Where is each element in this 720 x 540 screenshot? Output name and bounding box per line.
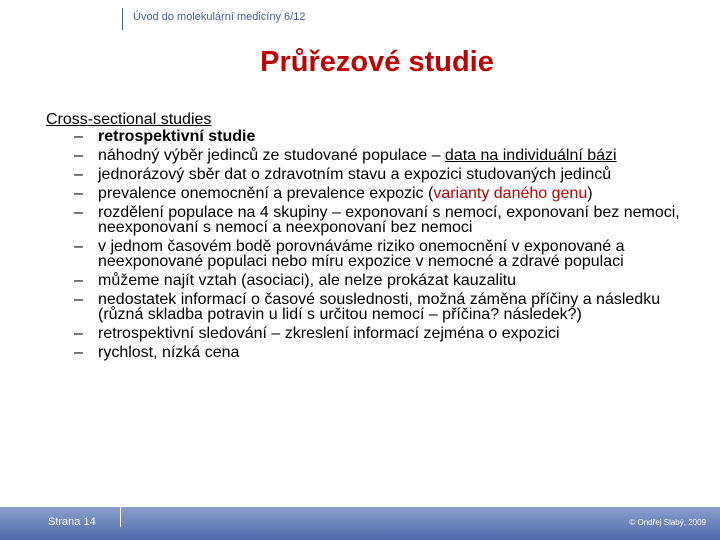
copyright-notice: © Ondřej Slabý, 2009 bbox=[629, 518, 706, 527]
dash-bullet: – bbox=[74, 291, 83, 308]
dash-bullet: – bbox=[74, 185, 83, 202]
item-text: jednorázový sběr dat o zdravotním stavu a expozici studovaných jedinců bbox=[98, 166, 612, 183]
item-text: můžeme najít vztah (asociaci), ale nelze prokázat kauzalitu bbox=[98, 272, 516, 289]
list-item bbox=[46, 129, 686, 144]
dash-bullet: – bbox=[74, 272, 83, 289]
dash-bullet: – bbox=[74, 147, 83, 164]
item-text: retrospektivní studie bbox=[98, 128, 256, 145]
list-item bbox=[46, 326, 686, 341]
dash-bullet: – bbox=[74, 204, 83, 221]
list-item bbox=[46, 345, 686, 360]
item-text: náhodný výběr jedinců ze studované populace – bbox=[98, 147, 445, 164]
list-item bbox=[46, 239, 686, 269]
footer-bar bbox=[0, 507, 720, 540]
item-text: nedostatek informací o časové souslednosti, možná záměna příčiny a následku (různá skladba potravin u lidí s určitou nemocí – příčina? následek?) bbox=[98, 291, 661, 323]
page-number: Strana 14 bbox=[48, 516, 96, 528]
dash-bullet: – bbox=[74, 325, 83, 342]
list-item bbox=[46, 148, 686, 163]
footer-divider bbox=[120, 507, 121, 527]
item-text-underlined: data na individuální bázi bbox=[444, 147, 617, 164]
slide-content bbox=[46, 112, 686, 364]
item-text-end: ) bbox=[587, 185, 593, 202]
dash-bullet: – bbox=[74, 238, 83, 255]
slide-title: Průřezové studie bbox=[260, 46, 494, 78]
dash-bullet: – bbox=[74, 344, 83, 361]
list-item bbox=[46, 205, 686, 235]
lead-text: Cross-sectional studies bbox=[46, 111, 212, 128]
list-item bbox=[46, 167, 686, 182]
item-text: retrospektivní sledování – zkreslení informací zejména o expozici bbox=[98, 325, 560, 342]
dash-bullet: – bbox=[74, 166, 83, 183]
lead-line bbox=[46, 112, 686, 127]
course-header: Úvod do molekulární medicíny 6/12 bbox=[133, 11, 306, 23]
list-item bbox=[46, 186, 686, 201]
list-item bbox=[46, 292, 686, 322]
item-text: v jednom časovém bodě porovnáváme riziko onemocnění v exponované a neexponované populaci nebo míru expozice v nemocné a zdravé populaci bbox=[98, 238, 625, 270]
dash-bullet: – bbox=[74, 128, 83, 145]
item-text: prevalence onemocnění a prevalence expozic ( bbox=[98, 185, 434, 202]
bullet-list bbox=[46, 129, 686, 360]
item-text-highlight: varianty daného genu bbox=[433, 185, 588, 202]
list-item bbox=[46, 273, 686, 288]
header-divider bbox=[122, 8, 123, 30]
item-text: rozdělení populace na 4 skupiny – exponovaní s nemocí, exponovaní bez nemoci, neexponovaní s nemocí a neexponovaní bez nemoci bbox=[98, 204, 680, 236]
item-text: rychlost, nízká cena bbox=[98, 344, 240, 361]
